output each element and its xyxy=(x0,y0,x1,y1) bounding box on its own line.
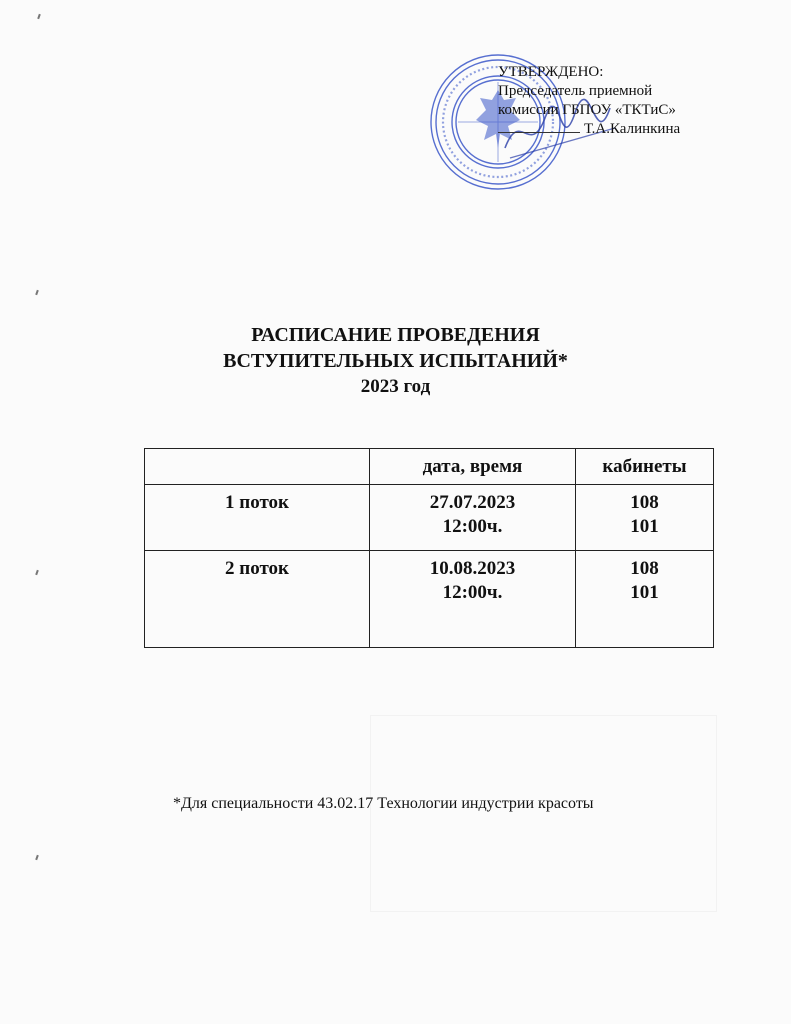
approval-position-line1: Председатель приемной xyxy=(498,83,653,99)
room-value: 108 xyxy=(630,558,659,579)
date-value: 27.07.2023 xyxy=(429,492,516,513)
room-value: 108 xyxy=(630,492,659,513)
approval-signatory: Т.А.Калинкина xyxy=(584,121,681,137)
cell-date-time xyxy=(370,485,576,551)
approval-label: УТВЕРЖДЕНО: xyxy=(498,64,604,80)
header-rooms: кабинеты xyxy=(576,449,714,485)
approval-position-line2: комиссии ГБПОУ «ТКТиС» xyxy=(498,102,676,118)
cell-stream xyxy=(145,485,370,551)
time-value: 12:00ч. xyxy=(442,582,503,603)
table-header-row xyxy=(145,449,714,485)
room-value: 101 xyxy=(630,516,659,537)
room-value: 101 xyxy=(630,582,659,603)
scan-mark xyxy=(35,570,39,575)
title-year: 2023 год xyxy=(360,376,431,397)
scan-mark xyxy=(35,855,39,860)
cell-rooms xyxy=(576,485,714,551)
page-title xyxy=(0,322,791,400)
show-through-box xyxy=(370,715,717,912)
cell-rooms xyxy=(576,551,714,648)
table-row xyxy=(145,485,714,551)
cell-date-time xyxy=(370,551,576,648)
title-line1: РАСПИСАНИЕ ПРОВЕДЕНИЯ xyxy=(251,324,540,346)
header-stream xyxy=(145,449,370,485)
title-line2: ВСТУПИТЕЛЬНЫХ ИСПЫТАНИЙ* xyxy=(223,350,568,372)
header-date-time: дата, время xyxy=(370,449,576,485)
table-row xyxy=(145,551,714,648)
stream-label: 2 поток xyxy=(225,558,289,579)
approval-block xyxy=(498,63,738,139)
date-value: 10.08.2023 xyxy=(429,558,516,579)
signature-underline xyxy=(498,132,580,133)
cell-stream xyxy=(145,551,370,648)
scan-mark xyxy=(35,290,39,295)
footnote: *Для специальности 43.02.17 Технологии индустрии красоты xyxy=(173,795,594,812)
schedule-table xyxy=(144,448,714,648)
approval-signature-line xyxy=(498,120,738,139)
stream-label: 1 поток xyxy=(225,492,289,513)
scan-mark xyxy=(37,14,41,19)
time-value: 12:00ч. xyxy=(442,516,503,537)
